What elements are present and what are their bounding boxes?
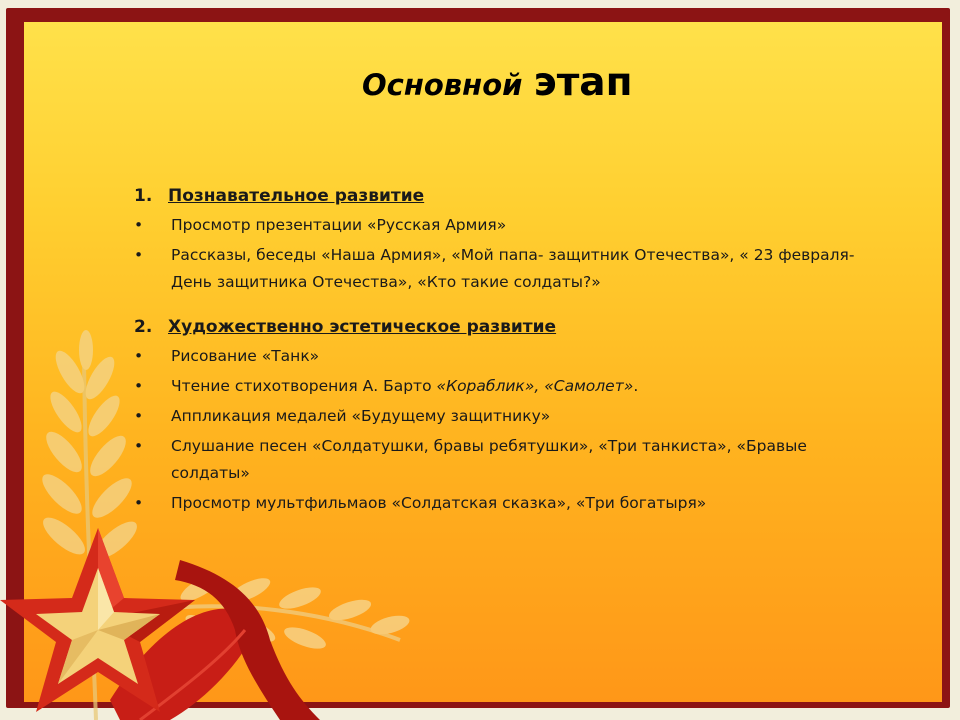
bullet-icon: • (134, 377, 144, 395)
list-item (134, 242, 874, 296)
list-item-text: Просмотр презентации «Русская Армия» (171, 216, 507, 234)
title-word-1: Основной (362, 68, 523, 102)
bullet-icon: • (134, 494, 144, 512)
list-item (134, 212, 874, 239)
section-number: 1. (134, 186, 153, 206)
list-item (134, 373, 874, 400)
list-item (134, 433, 874, 487)
list-item-text-end: . (633, 377, 639, 395)
bullet-icon: • (134, 407, 144, 425)
list-item-italic-text: «Кораблик», «Самолет» (436, 377, 634, 395)
bullet-list (134, 212, 874, 296)
title-word-2: этап (533, 60, 633, 105)
list-item (134, 343, 874, 370)
section-title: Художественно эстетическое развитие (168, 317, 557, 337)
list-item (134, 490, 874, 517)
list-item-text: Рассказы, беседы «Наша Армия», «Мой папа- защитник Отечества», « 23 февраля- День защитника Отечества», «Кто такие солдаты?» (171, 246, 855, 291)
section-heading (134, 317, 874, 337)
section-number: 2. (134, 317, 153, 337)
list-item-text: Просмотр мультфильмаов «Солдатская сказка», «Три богатыря» (171, 494, 707, 512)
bullet-icon: • (134, 347, 144, 365)
content-area (134, 186, 874, 520)
section-artistic (134, 317, 874, 517)
list-item-text: Аппликация медалей «Будущему защитнику» (171, 407, 551, 425)
list-item-text: Чтение стихотворения А. Барто (171, 377, 437, 395)
list-item-text: Слушание песен «Солдатушки, бравы ребятушки», «Три танкиста», «Бравые солдаты» (171, 437, 807, 482)
slide-title (362, 60, 633, 105)
section-cognitive (134, 186, 874, 296)
bullet-icon: • (134, 216, 144, 234)
section-gap (134, 299, 874, 317)
list-item (134, 403, 874, 430)
bullet-list (134, 343, 874, 517)
bullet-icon: • (134, 437, 144, 455)
section-title: Познавательное развитие (168, 186, 425, 206)
section-heading (134, 186, 874, 206)
bullet-icon: • (134, 246, 144, 264)
list-item-text: Рисование «Танк» (171, 347, 320, 365)
